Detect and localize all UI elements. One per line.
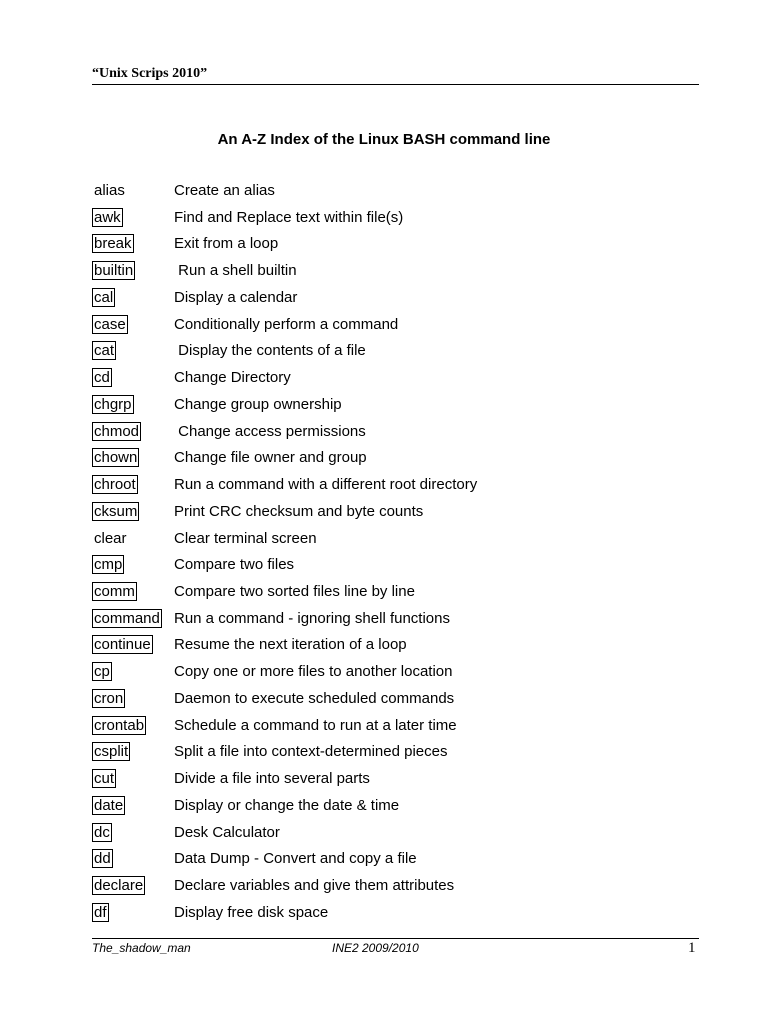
list-item: [92, 500, 712, 527]
list-item: [92, 179, 712, 206]
header-title: “Unix Scrips 2010”: [92, 66, 208, 81]
command-name[interactable]: continue: [94, 636, 151, 654]
command-name[interactable]: crontab: [94, 716, 145, 734]
command-name[interactable]: date: [94, 796, 124, 814]
command-description: Compare two sorted files line by line: [174, 583, 415, 601]
list-item: [92, 527, 712, 554]
command-description: Change group ownership: [174, 395, 342, 413]
list-item: [92, 847, 712, 874]
list-item: [92, 687, 712, 714]
list-item: [92, 339, 712, 366]
command-description: Schedule a command to run at a later time: [174, 716, 457, 734]
command-description: Display the contents of a file: [174, 342, 366, 360]
command-description: Clear terminal screen: [174, 529, 317, 547]
list-item: [92, 714, 712, 741]
command-name[interactable]: awk: [94, 208, 121, 226]
page-header: [92, 66, 699, 85]
page-number: 1: [688, 940, 696, 956]
list-item: [92, 446, 712, 473]
command-name[interactable]: cksum: [94, 502, 138, 520]
list-item: [92, 580, 712, 607]
command-name[interactable]: comm: [94, 583, 135, 601]
command-description: Change Directory: [174, 369, 291, 387]
command-description: Declare variables and give them attributes: [174, 877, 455, 895]
command-description: Split a file into context-determined pieces: [174, 743, 448, 761]
command-description: Display or change the date & time: [174, 796, 400, 814]
list-item: [92, 553, 712, 580]
list-item: [92, 206, 712, 233]
command-description: Copy one or more files to another location: [174, 663, 453, 681]
command-name[interactable]: cd: [94, 369, 110, 387]
command-description: Change access permissions: [174, 422, 366, 440]
command-name[interactable]: chown: [94, 449, 138, 467]
list-item: [92, 901, 712, 928]
command-name[interactable]: command: [94, 609, 160, 627]
command-name[interactable]: csplit: [94, 743, 129, 761]
command-name[interactable]: builtin: [94, 262, 134, 280]
command-name[interactable]: cat: [94, 342, 115, 360]
command-description: Run a command with a different root directory: [174, 476, 478, 494]
list-item: [92, 259, 712, 286]
list-item: [92, 393, 712, 420]
command-list: [92, 179, 712, 928]
command-description: Change file owner and group: [174, 449, 367, 467]
list-item: [92, 821, 712, 848]
command-description: Run a command - ignoring shell functions: [174, 609, 450, 627]
list-item: [92, 633, 712, 660]
document-title: An A-Z Index of the Linux BASH command line: [217, 131, 551, 148]
footer-author: The_shadow_man: [92, 941, 191, 955]
command-description: Run a shell builtin: [174, 262, 297, 280]
command-description: Daemon to execute scheduled commands: [174, 689, 455, 707]
footer-divider: [92, 938, 699, 939]
list-item: [92, 313, 712, 340]
command-name[interactable]: dc: [94, 823, 110, 841]
list-item: [92, 607, 712, 634]
command-description: Compare two files: [174, 556, 295, 574]
list-item: [92, 794, 712, 821]
list-item: [92, 232, 712, 259]
footer-course: INE2 2009/2010: [332, 941, 419, 955]
command-name[interactable]: cmp: [94, 556, 123, 574]
command-name[interactable]: chmod: [94, 422, 140, 440]
command-description: Print CRC checksum and byte counts: [174, 502, 424, 520]
command-description: Desk Calculator: [174, 823, 280, 841]
list-item: [92, 420, 712, 447]
list-item: [92, 366, 712, 393]
command-name[interactable]: break: [94, 235, 132, 253]
list-item: [92, 740, 712, 767]
command-description: Find and Replace text within file(s): [174, 208, 404, 226]
command-name[interactable]: df: [94, 903, 107, 921]
list-item: [92, 286, 712, 313]
list-item: [92, 874, 712, 901]
command-name[interactable]: cal: [94, 288, 114, 306]
command-description: Divide a file into several parts: [174, 770, 370, 788]
command-name[interactable]: cron: [94, 689, 124, 707]
command-description: Display a calendar: [174, 288, 298, 306]
command-name[interactable]: declare: [94, 877, 144, 895]
command-description: Conditionally perform a command: [174, 315, 399, 333]
list-item: [92, 660, 712, 687]
list-item: [92, 767, 712, 794]
command-description: Data Dump - Convert and copy a file: [174, 850, 417, 868]
command-name[interactable]: chgrp: [94, 395, 132, 413]
command-name[interactable]: chroot: [94, 476, 136, 494]
command-name: alias: [94, 182, 125, 199]
command-description: Exit from a loop: [174, 235, 279, 253]
list-item: [92, 473, 712, 500]
command-name[interactable]: cut: [94, 770, 115, 788]
command-description: Create an alias: [174, 182, 275, 199]
command-name: clear: [94, 529, 127, 547]
command-description: Display free disk space: [174, 903, 329, 921]
command-name[interactable]: case: [94, 315, 126, 333]
command-name[interactable]: cp: [94, 663, 110, 681]
command-name[interactable]: dd: [94, 850, 111, 868]
command-description: Resume the next iteration of a loop: [174, 636, 407, 654]
